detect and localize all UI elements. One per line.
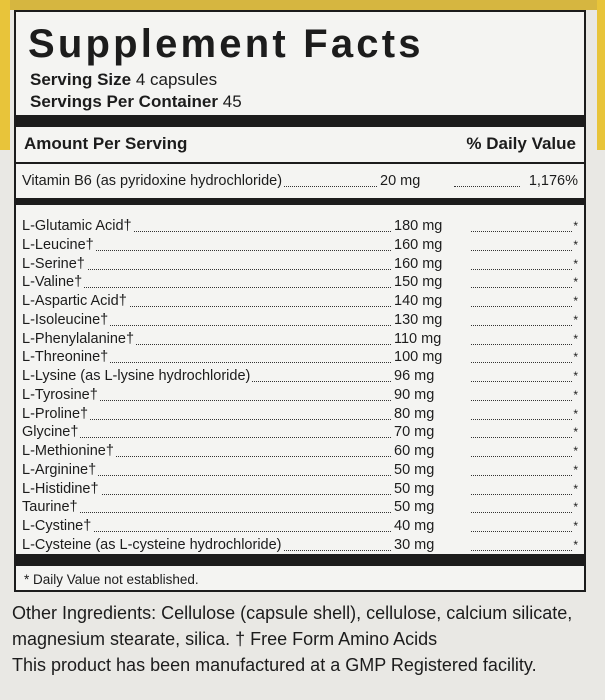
divider-thick [16, 115, 584, 127]
nutrient-amount: 70 mg [394, 424, 435, 441]
nutrient-daily-value: * [573, 350, 578, 365]
daily-value-header: % Daily Value [466, 134, 576, 153]
nutrient-amount: 60 mg [394, 443, 435, 459]
nutrient-daily-value: * [573, 294, 578, 308]
divider-thick-bottom [16, 554, 584, 566]
leader-dots [454, 186, 520, 187]
nutrient-row [16, 312, 584, 330]
nutrient-amount: 130 mg [394, 311, 443, 328]
nutrient-amount: 96 mg [394, 368, 435, 384]
nutrient-row [16, 537, 584, 555]
nutrient-daily-value: * [573, 331, 578, 346]
nutrient-row [16, 331, 584, 349]
nutrient-amount: 160 mg [394, 236, 443, 253]
nutrient-name: L-Tyrosine† [22, 386, 98, 403]
nutrient-amount: 40 mg [394, 518, 435, 534]
nutrient-amount: 20 mg [380, 173, 421, 189]
bottle-edge-right [597, 0, 605, 150]
leader-dots [471, 344, 572, 345]
leader-dots [471, 456, 572, 457]
nutrient-daily-value: * [573, 237, 578, 252]
panel-title: Supplement Facts [28, 22, 424, 66]
nutrient-row [16, 274, 584, 292]
nutrient-row [16, 443, 584, 461]
nutrient-name: L-Cysteine (as L-cysteine hydrochloride) [22, 536, 282, 553]
nutrient-amount: 90 mg [394, 386, 435, 403]
amount-per-serving-header: Amount Per Serving [24, 134, 188, 153]
nutrient-amount: 50 mg [394, 499, 435, 516]
leader-dots [471, 475, 572, 476]
nutrient-daily-value: * [573, 500, 578, 515]
nutrient-daily-value: * [573, 369, 578, 383]
nutrient-row [16, 481, 584, 499]
leader-dots [471, 381, 572, 382]
nutrient-row [16, 218, 584, 236]
nutrient-name: Vitamin B6 (as pyridoxine hydrochloride) [22, 173, 283, 189]
nutrient-daily-value: 1,176% [528, 173, 578, 189]
nutrient-name: L-Isoleucine† [22, 311, 109, 328]
nutrient-amount: 50 mg [394, 461, 435, 478]
nutrient-amount: 100 mg [394, 349, 443, 366]
leader-dots [471, 437, 572, 438]
servings-per-container-value: 45 [222, 92, 242, 111]
leader-dots [471, 400, 572, 401]
divider-medium [16, 198, 584, 205]
gmp-statement: This product has been manufactured at a GMP Registered facility. [12, 655, 537, 675]
nutrient-row [16, 518, 584, 536]
nutrient-name: L-Arginine† [22, 461, 97, 478]
nutrient-amount: 80 mg [394, 405, 435, 422]
nutrient-name: L-Phenylalanine† [22, 330, 135, 347]
nutrient-daily-value: * [573, 275, 578, 290]
nutrient-name: Taurine† [22, 499, 78, 516]
nutrient-daily-value: * [573, 462, 578, 477]
nutrient-daily-value: * [573, 219, 578, 233]
nutrient-name: L-Threonine† [22, 349, 109, 366]
nutrient-daily-value: * [573, 519, 578, 533]
nutrient-row [16, 462, 584, 480]
nutrient-name: L-Glutamic Acid† [22, 218, 132, 234]
bottle-top-edge [0, 0, 605, 10]
leader-dots [471, 306, 572, 307]
servings-per-container [30, 92, 242, 112]
leader-dots [24, 512, 399, 513]
nutrient-name: L-Leucine† [22, 236, 94, 253]
nutrient-name: L-Aspartic Acid† [22, 293, 127, 309]
nutrient-name: L-Histidine† [22, 480, 99, 497]
footnote: * Daily Value not established. [24, 572, 199, 587]
nutrient-daily-value: * [573, 537, 578, 552]
nutrient-name: L-Serine† [22, 255, 85, 272]
nutrient-name: L-Cystine† [22, 518, 92, 534]
leader-dots [471, 287, 572, 288]
leader-dots [471, 231, 572, 232]
bottle-edge-left [0, 0, 10, 150]
nutrient-name: Glycine† [22, 424, 79, 441]
serving-size-value: 4 capsules [135, 70, 218, 89]
leader-dots [471, 419, 572, 420]
serving-size [30, 70, 217, 90]
nutrient-amount: 30 mg [394, 536, 435, 553]
nutrient-row [16, 237, 584, 255]
nutrient-daily-value: * [573, 312, 578, 327]
supplement-facts-panel [14, 10, 586, 592]
nutrient-row [16, 368, 584, 386]
servings-per-container-label: Servings Per Container [30, 92, 219, 111]
nutrient-name: L-Proline† [22, 405, 89, 422]
nutrient-name: L-Valine† [22, 274, 83, 291]
nutrient-amount: 110 mg [394, 330, 442, 347]
nutrient-daily-value: * [573, 256, 578, 271]
nutrient-daily-value: * [573, 444, 578, 458]
leader-dots [471, 512, 572, 513]
nutrient-row [16, 406, 584, 424]
nutrient-row-vitamin-b6 [16, 173, 584, 191]
nutrient-amount: 180 mg [394, 218, 443, 234]
nutrient-row [16, 499, 584, 517]
nutrient-amount: 150 mg [394, 274, 443, 291]
serving-size-label: Serving Size [30, 70, 132, 89]
other-ingredients: Other Ingredients: Cellulose (capsule shell), cellulose, calcium silicate, magnesium stearate, silica. † Free Form Amino Acids [12, 603, 573, 649]
leader-dots [471, 531, 572, 532]
leader-dots [471, 362, 572, 363]
nutrient-row [16, 293, 584, 311]
other-ingredients-block [12, 600, 602, 678]
leader-dots [471, 550, 572, 551]
nutrient-name: L-Methionine† [22, 443, 114, 459]
leader-dots [471, 250, 572, 251]
nutrient-daily-value: * [573, 406, 578, 421]
nutrient-row [16, 387, 584, 405]
nutrient-row [16, 256, 584, 274]
nutrient-name: L-Lysine (as L-lysine hydrochloride) [22, 368, 251, 384]
divider-header [16, 162, 584, 164]
nutrient-daily-value: * [573, 425, 578, 440]
leader-dots [471, 494, 572, 495]
nutrient-amount: 50 mg [394, 480, 435, 497]
leader-dots [471, 325, 572, 326]
nutrient-amount: 140 mg [394, 293, 443, 309]
nutrient-row [16, 424, 584, 442]
leader-dots [471, 269, 572, 270]
nutrient-daily-value: * [573, 387, 578, 402]
nutrient-daily-value: * [573, 481, 578, 496]
nutrient-row [16, 349, 584, 367]
nutrient-amount: 160 mg [394, 255, 443, 272]
